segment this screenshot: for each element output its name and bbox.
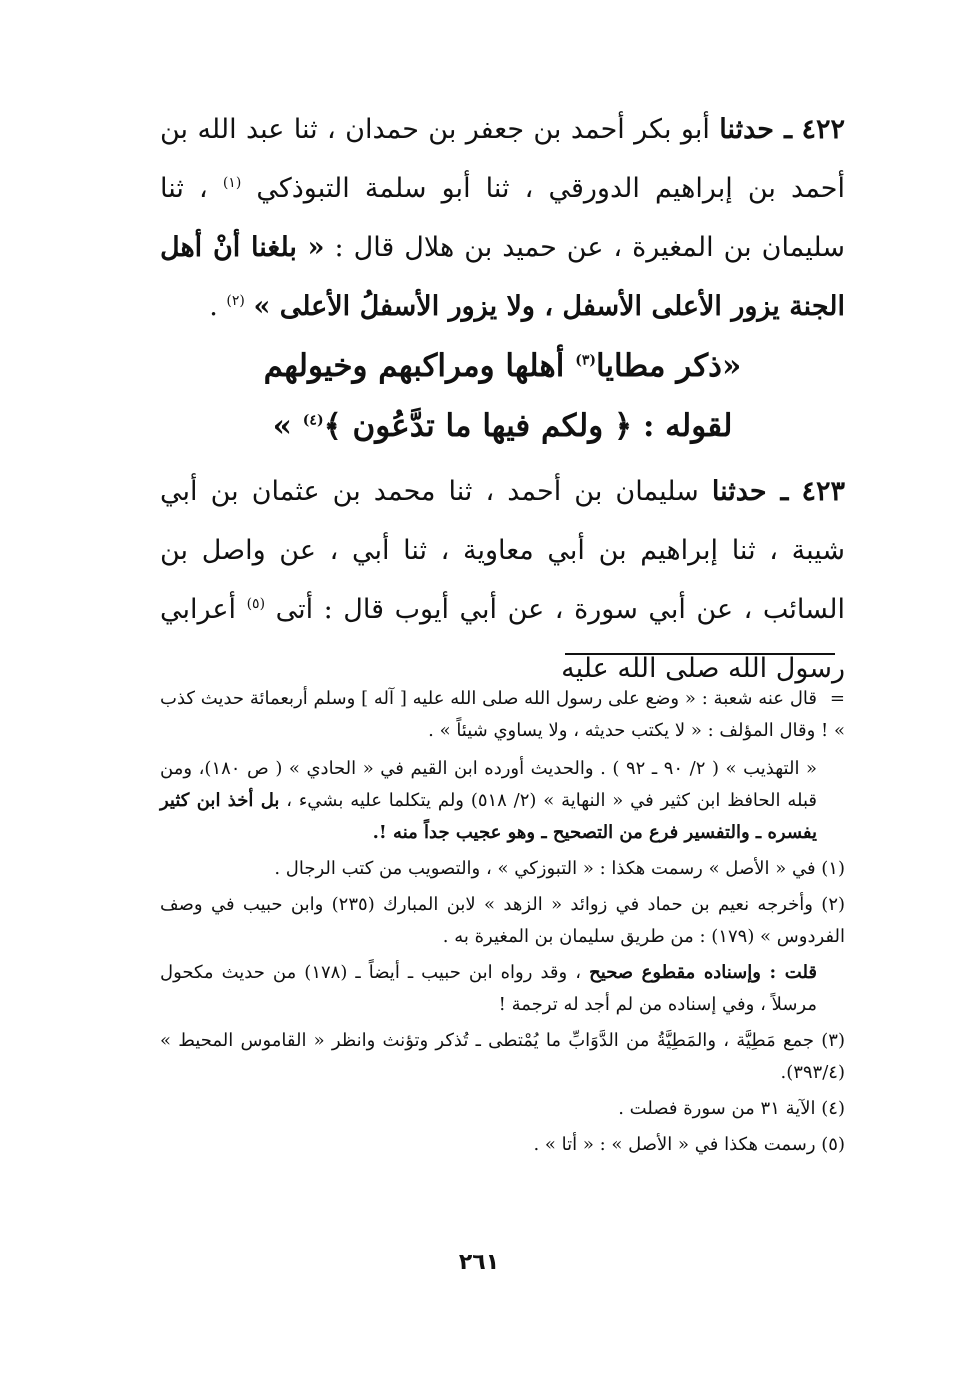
heading-text: «ذكر مطايا <box>595 348 742 384</box>
footnote-5 <box>160 1129 845 1161</box>
chapter-heading-line-1 <box>160 336 845 396</box>
footnote-2-comment <box>160 957 845 1021</box>
footnote-divider <box>565 653 835 655</box>
footnote-text: (٢) وأخرجه نعيم بن حماد في زوائد « الزهد » لابن المبارك (٢٣٥) وابن حبيب في وصف الفردوس » (١٧٩) : من طريق سليمان بن المغيرة به . <box>160 894 846 947</box>
footnote-ref: (٢) <box>226 293 245 309</box>
footnote-text: (٣) جمع مَطِيَّة ، والمَطِيَّةُ من الدَّوَابِّ ما يُمْتطى ـ تُذكر وتؤنث وانظر « القاموس المحيط » (٣٩٣/٤). <box>160 1030 845 1083</box>
punctuation: . <box>209 291 218 322</box>
matn-quote: « بلغنا أنْ أهل الجنة يزور الأعلى الأسفل ، ولا يزور الأسفلُ الأعلى » <box>160 232 845 322</box>
footnote-text: قال عنه شعبة : « وضع على رسول الله صلى الله عليه [ آله ] وسلم أربعمائة حديث كذب » ! وقال المؤلف : « لا يكتب حديثه ، ولا يساوي شيئاً » . <box>160 688 845 741</box>
heading-text: أهلها ومراكبهم وخيولهم <box>263 348 565 384</box>
isnad-text: ، ثنا سليمان بن المغيرة ، عن حميد بن هلال قال : <box>160 173 845 263</box>
isnad-text: أبو بكر أحمد بن جعفر بن حمدان ، ثنا عبد الله بن أحمد بن إبراهيم الدورقي ، ثنا أبو سلمة التبوذكي <box>160 114 845 204</box>
footnote-4 <box>160 1093 845 1125</box>
footnote-2 <box>160 889 845 953</box>
hadith-number: ٤٢٢ <box>801 114 845 145</box>
footnote-continuation <box>160 753 845 849</box>
footnote-text: (١) في « الأصل » رسمت هكذا : « التبوزكي » ، والتصويب من كتب الرجال . <box>274 858 845 879</box>
footnote-ref: (٤) <box>302 412 324 429</box>
footnote-text: (٥) رسمت هكذا في « الأصل » : « أتا » . <box>533 1134 845 1155</box>
isnad-text: سليمان بن أحمد ، ثنا محمد بن عثمان بن أبي شيبة ، ثنا إبراهيم بن أبي معاوية ، ثنا أبي ، عن واصل بن السائب ، عن أبي سورة ، عن أبي أيوب قال : أتى <box>160 476 845 625</box>
footnote-ref: (٥) <box>246 596 266 612</box>
heading-text: لقوله : ﴿ ولكم فيها ما تدَّعُون ﴾ <box>323 408 733 444</box>
main-text <box>160 100 845 698</box>
heading-text: » <box>272 408 292 444</box>
footnote-continuation <box>160 683 845 747</box>
footnote-text: قلت : وإسناده مقطوع صحيح <box>589 962 818 983</box>
footnote-text: « التهذيب » ( ٢/ ٩٠ ـ ٩٢ ) . والحديث أورده ابن القيم في « الحادي » ( ص ١٨٠)، ومن قبله الحافظ ابن كثير في « النهاية » (٢/ ٥١٨) ولم يتكلما عليه بشيء ، <box>160 758 818 811</box>
hadith-423: ٤٢٣ ـ حدثنا سليمان بن أحمد ، ثنا محمد بن عثمان بن أبي شيبة ، ثنا إبراهيم بن أبي معاوية ، ثنا أبي ، عن واصل بن السائب ، عن أبي سورة ، عن أبي أيوب قال : أتى $^{(٥)}$ أعرابي رسول الله صلى الله عليه <box>160 476 845 684</box>
hadith-lead: حدثنا <box>719 114 774 145</box>
footnote-text: (٤) الآية ٣١ من سورة فصلت . <box>618 1098 845 1119</box>
chapter-heading-line-2 <box>160 396 845 456</box>
hadith-number: ٤٢٣ <box>801 476 845 507</box>
footnote-text: بل أخذ ابن كثير يفسره ـ والتفسير فرع من التصحيح ـ وهو عجيب جداً منه !. <box>160 790 817 843</box>
footnote-3 <box>160 1025 845 1089</box>
page-number: ٢٦١ <box>458 1250 500 1275</box>
footnotes <box>160 683 845 1161</box>
hadith-422: ٤٢٢ ـ حدثنا أبو بكر أحمد بن جعفر بن حمدان ، ثنا عبد الله بن أحمد بن إبراهيم الدورقي ، ثنا أبو سلمة التبوذكي $^{(١)}$ ، ثنا سليمان بن المغيرة ، عن حميد بن هلال قال : « بلغنا أنْ أهل الجنة يزور الأعلى الأسفل ، ولا يزور الأسفلُ الأعلى » $^{(٢)}$ . <box>160 114 845 322</box>
continuation-mark: = <box>829 688 845 709</box>
footnote-ref: (١) <box>222 175 242 191</box>
footnote-text: ، وقد رواه ابن حبيب ـ أيضاً ـ (١٧٨) من حديث مكحول مرسلاً ، وفي إسناده من لم أجد له ترجمة ! <box>160 962 817 1015</box>
hadith-lead: حدثنا <box>711 476 767 507</box>
footnote-ref: (٣) <box>575 352 596 369</box>
isnad-text: أعرابي رسول الله صلى الله عليه <box>160 594 845 684</box>
footnote-1 <box>160 853 845 885</box>
